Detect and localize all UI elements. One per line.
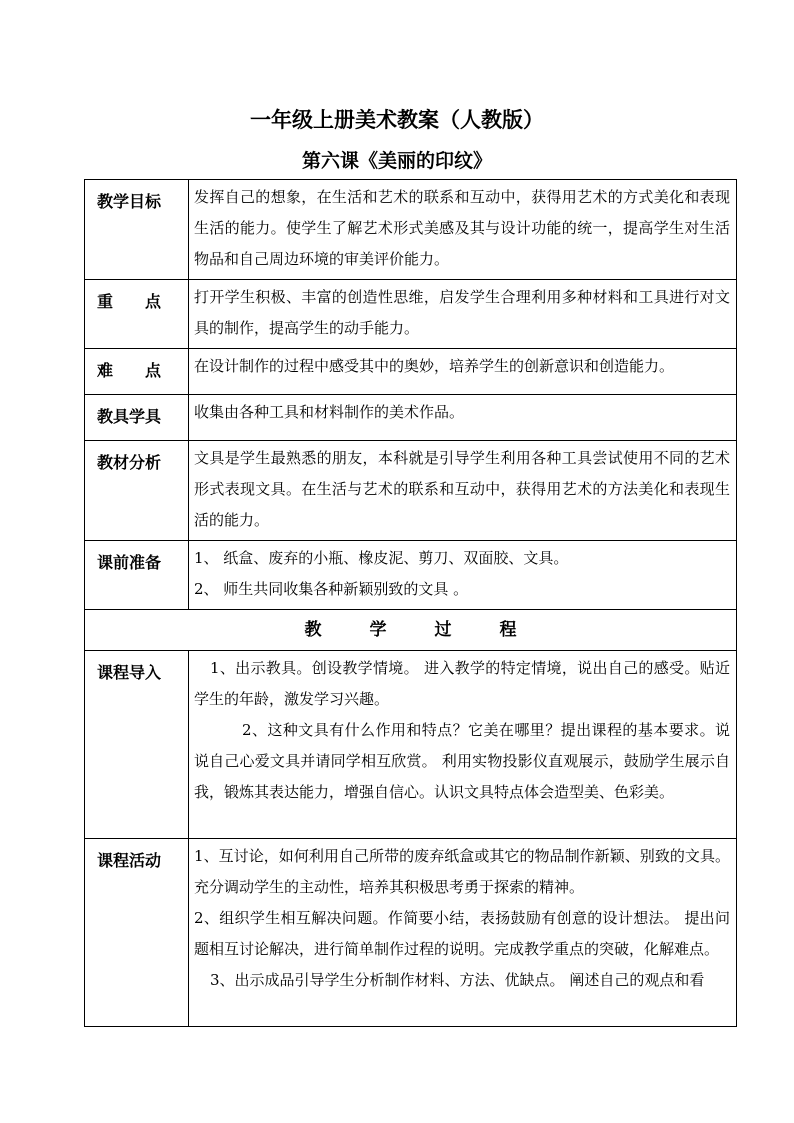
paragraph: 1、出示教具。创设教学情境。 进入教学的特定情境，说出自己的感受。贴近学生的年龄，激发学习兴趣。 (194, 659, 730, 708)
row-text-activity (189, 839, 737, 1027)
row-text-analysis: 文具是学生最熟悉的朋友，本科就是引导学生利用各种工具尝试使用不同的艺术形式表现文具。在生活与艺术的联系和互动中，获得用艺术的方法美化和表现生活的能力。 (189, 441, 737, 541)
table-row (85, 395, 737, 441)
row-label-analysis: 教材分析 (85, 441, 189, 541)
row-text-objectives: 发挥自己的想象，在生活和艺术的联系和互动中，获得用艺术的方式美化和表现生活的能力。使学生了解艺术形式美感及其与设计功能的统一，提高学生对生活物品和自己周边环境的审美评价能力。 (189, 180, 737, 280)
list-item: 2、 师生共同收集各种新颖别致的文具 。 (194, 580, 469, 598)
row-label-intro: 课程导入 (85, 651, 189, 839)
teaching-process-header: 教学过程 (85, 610, 737, 651)
paragraph: 3、出示成品引导学生分析制作材料、方法、优缺点。 阐述自己的观点和看 (210, 971, 705, 989)
table-row (85, 349, 737, 395)
row-label-materials: 教具学具 (85, 395, 189, 441)
row-text-preparation (189, 541, 737, 610)
paragraph: 2、这种文具有什么作用和特点？它美在哪里？提出课程的基本要求。说说自己心爱文具并请同学相互欣赏。 利用实物投影仪直观展示，鼓励学生展示自我，锻炼其表达能力，增强自信心。认识文具特点体会造型美、色彩美。 (194, 721, 730, 801)
table-row (85, 839, 737, 1027)
table-row (85, 280, 737, 349)
lesson-plan-table (84, 179, 737, 1027)
lesson-title: 第六课《美丽的印纹》 (301, 150, 492, 172)
table-row (85, 610, 737, 651)
row-text-key-points: 打开学生积极、丰富的创造性思维，启发学生合理利用多种材料和工具进行对文具的制作，提高学生的动手能力。 (189, 280, 737, 349)
row-label-activity: 课程活动 (85, 839, 189, 1027)
row-text-materials: 收集由各种工具和材料制作的美术作品。 (189, 395, 737, 441)
row-text-difficulties: 在设计制作的过程中感受其中的奥妙，培养学生的创新意识和创造能力。 (189, 349, 737, 395)
document-title: 一年级上册美术教案（人教版） (250, 107, 544, 132)
row-label-objectives: 教学目标 (85, 180, 189, 280)
table-row (85, 441, 737, 541)
row-label-difficulties: 难 点 (85, 349, 189, 395)
table-row (85, 180, 737, 280)
table-row (85, 541, 737, 610)
table-row (85, 651, 737, 839)
paragraph: 1、互讨论，如何利用自己所带的废弃纸盒或其它的物品制作新颖、别致的文具。 充分调动学生的主动性，培养其积极思考勇于探索的精神。 (194, 847, 730, 896)
row-text-intro (189, 651, 737, 839)
paragraph: 2、组织学生相互解决问题。作简要小结，表扬鼓励有创意的设计想法。 提出问题相互讨论解决，进行简单制作过程的说明。完成教学重点的突破，化解难点。 (194, 909, 730, 958)
row-label-key-points: 重 点 (85, 280, 189, 349)
list-item: 1、 纸盒、废弃的小瓶、橡皮泥、剪刀、双面胶、文具。 (194, 549, 569, 567)
row-label-preparation: 课前准备 (85, 541, 189, 610)
